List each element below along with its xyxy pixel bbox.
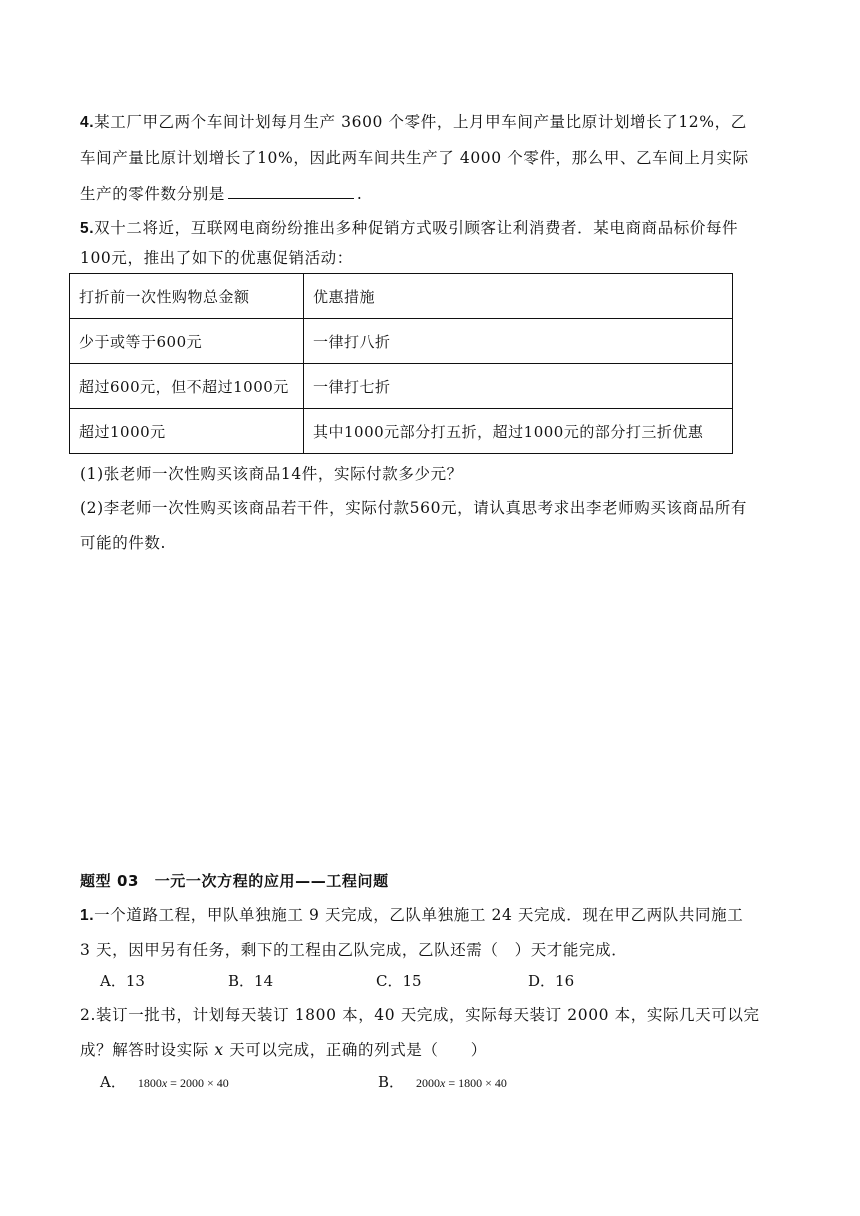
q4-line2: 车间产量比原计划增长了10%，因此两车间共生产了 4000 个零件，那么甲、乙车间上月实际 bbox=[80, 149, 749, 167]
q5-sub2-line1: (2)李老师一次性购买该商品若干件，实际付款560元，请认真思考求出李老师购买该商品所有 bbox=[80, 499, 747, 517]
formula: 1800x = 2000 × 40 bbox=[137, 1076, 229, 1090]
table-cell: 少于或等于600元 bbox=[70, 319, 304, 364]
table-cell: 一律打七折 bbox=[304, 364, 733, 409]
p1-line2: 3 天，因甲另有任务，剩下的工程由乙队完成，乙队还需（ ）天才能完成． bbox=[80, 941, 628, 959]
table-row bbox=[70, 319, 733, 364]
table-header-row bbox=[70, 274, 733, 319]
table-row bbox=[70, 409, 733, 454]
table-cell: 其中1000元部分打五折，超过1000元的部分打三折优惠 bbox=[304, 409, 733, 454]
table-header-cell: 打折前一次性购物总金额 bbox=[70, 274, 304, 319]
table-cell: 超过600元，但不超过1000元 bbox=[70, 364, 304, 409]
p1-number: 1. bbox=[80, 907, 95, 924]
table-header-cell: 优惠措施 bbox=[304, 274, 733, 319]
section-heading: 题型 03 一元一次方程的应用——工程问题 bbox=[80, 872, 389, 890]
option-a[interactable]: A．13 bbox=[100, 972, 145, 990]
q4-line3: 生产的零件数分别是 . bbox=[80, 185, 363, 203]
q5-sub1: (1)张老师一次性购买该商品14件，实际付款多少元？ bbox=[80, 465, 463, 483]
q5-line2: 100元，推出了如下的优惠促销活动： bbox=[80, 249, 353, 267]
table-row bbox=[70, 364, 733, 409]
option-c[interactable]: C．15 bbox=[376, 972, 422, 990]
table-cell: 超过1000元 bbox=[70, 409, 304, 454]
q5-line1: 5.双十二将近，互联网电商纷纷推出多种促销方式吸引顾客让利消费者．某电商商品标价每件 bbox=[80, 219, 739, 237]
q5-number: 5. bbox=[80, 220, 95, 237]
q4-line1: 4.某工厂甲乙两个车间计划每月生产 3600 个零件，上月甲车间产量比原计划增长了12%，乙 bbox=[80, 113, 747, 131]
option-b[interactable]: B． 2000x = 1800 × 40 bbox=[378, 1073, 507, 1091]
answer-blank[interactable] bbox=[228, 183, 354, 199]
formula: 2000x = 1800 × 40 bbox=[416, 1076, 507, 1090]
option-a[interactable]: A． 1800x = 2000 × 40 bbox=[100, 1073, 229, 1091]
p1-line1: 1.一个道路工程，甲队单独施工 9 天完成，乙队单独施工 24 天完成．现在甲乙两队共同施工 bbox=[80, 906, 744, 924]
option-b[interactable]: B．14 bbox=[228, 972, 274, 990]
q4-number: 4. bbox=[80, 114, 95, 131]
p2-line2: 成？解答时设实际 x 天可以完成，正确的列式是（ ） bbox=[80, 1041, 487, 1059]
p2-line1: 2.装订一批书，计划每天装订 1800 本，40 天完成，实际每天装订 2000 本，实际几天可以完 bbox=[80, 1006, 760, 1024]
promotion-table bbox=[69, 273, 733, 454]
table-cell: 一律打八折 bbox=[304, 319, 733, 364]
q5-sub2-line2: 可能的件数. bbox=[80, 534, 167, 552]
option-d[interactable]: D．16 bbox=[528, 972, 575, 990]
